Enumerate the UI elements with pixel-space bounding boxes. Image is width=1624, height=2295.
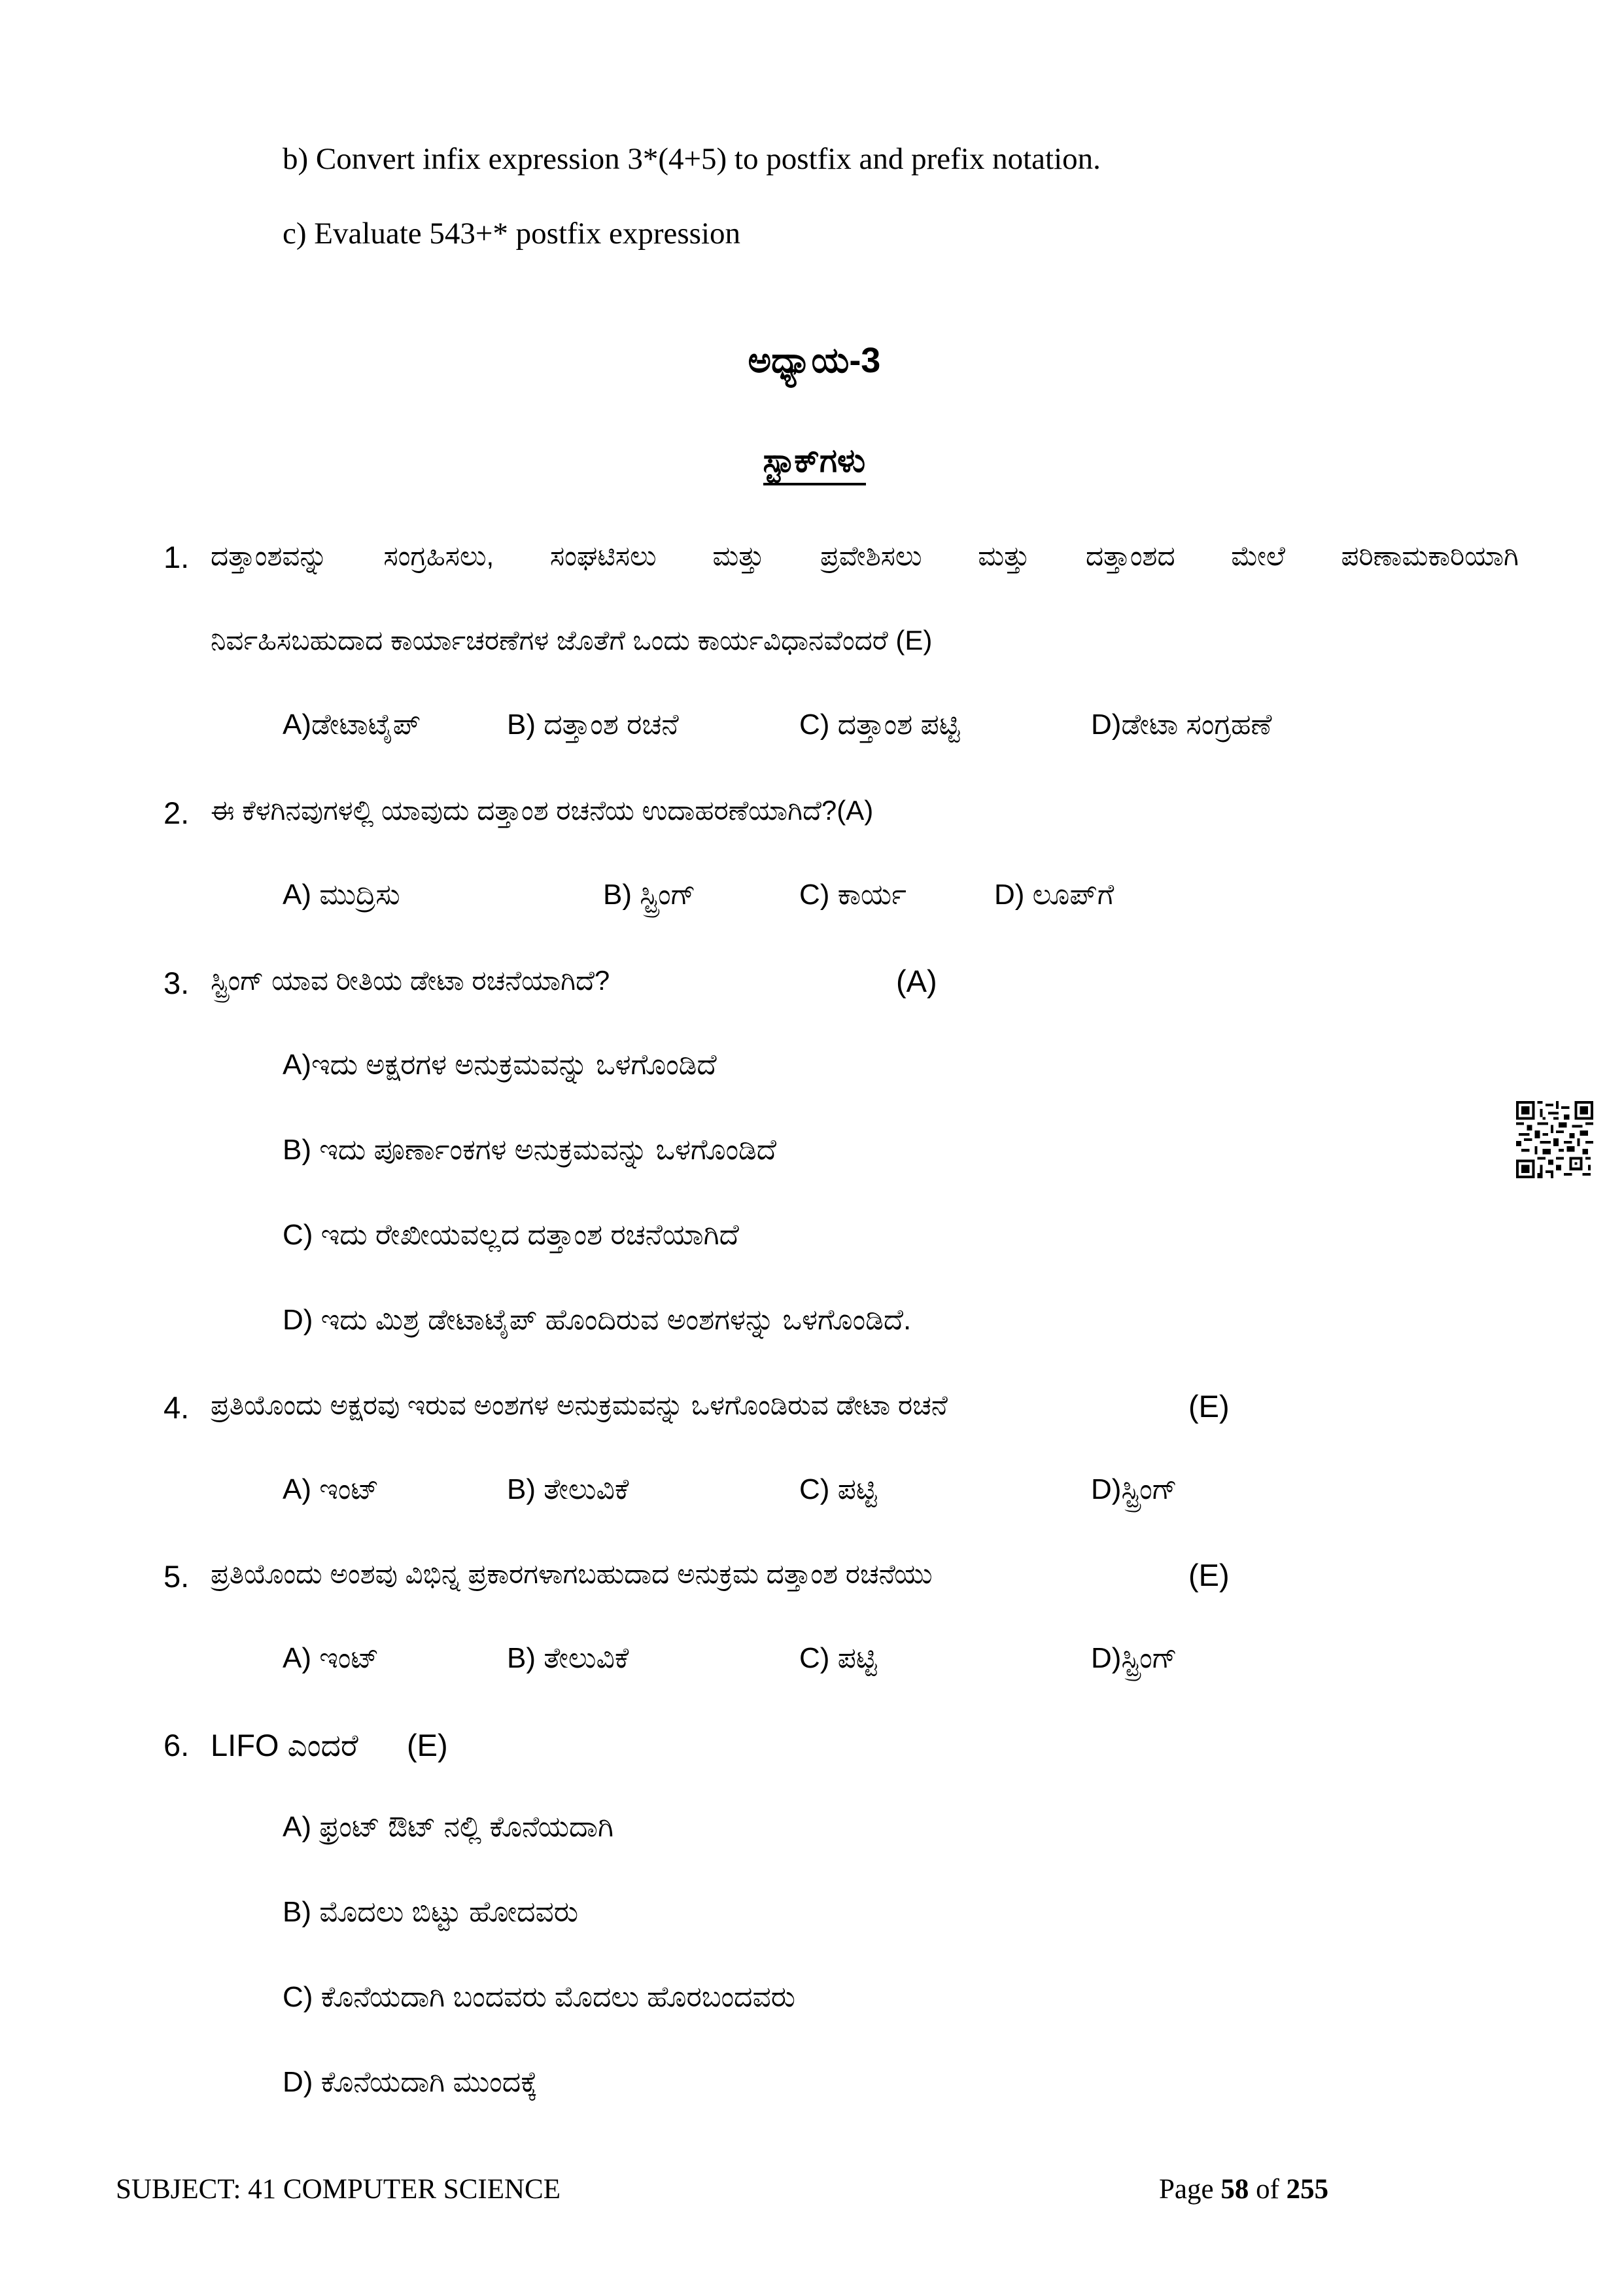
chapter-title: ಅಧ್ಯಾಯ-3 — [748, 341, 881, 380]
option-a: A)ಡೇಟಾಟೈಪ್ — [283, 709, 421, 741]
footer-page-number — [1159, 2173, 1328, 2205]
question-text: ಪ್ರತಿಯೊಂದು ಅಂಶವು ವಿಭಿನ್ನ ಪ್ರಕಾರಗಳಾಗಬಹುದಾದ ಅನುಕ್ರಮ ದತ್ತಾಂಶ ರಚನೆಯು — [211, 1558, 933, 1589]
question-number: 3. — [164, 966, 190, 1000]
question-text: ಸ್ಟ್ರಿಂಗ್ ಯಾವ ರೀತಿಯ ಡೇಟಾ ರಚನೆಯಾಗಿದೆ? — [211, 965, 610, 996]
option-d: D)ಡೇಟಾ ಸಂಗ್ರಹಣೆ — [1091, 709, 1272, 741]
option-d: D) ಲೂಪ್‌ಗೆ — [994, 879, 1114, 911]
section-title: ಸ್ಟಾಕ್‌ಗಳು — [763, 442, 866, 479]
option-a: A) ಇಂಟ್ — [283, 1642, 379, 1674]
question-text: ಈ ಕೆಳಗಿನವುಗಳಲ್ಲಿ ಯಾವುದು ದತ್ತಾಂಶ ರಚನೆಯ ಉದಾಹರಣೆಯಾಗಿದೆ?(A) — [211, 795, 874, 826]
option-c: C) ಕಾರ್ಯ — [799, 879, 907, 911]
option-a: A)ಇದು ಅಕ್ಷರಗಳ ಅನುಕ್ರಮವನ್ನು ಒಳಗೊಂಡಿದೆ — [283, 1049, 717, 1081]
option-c: C) ಪಟ್ಟಿ — [799, 1473, 877, 1505]
option-c: C) ಪಟ್ಟಿ — [799, 1642, 877, 1674]
question-number: 1. — [164, 540, 190, 574]
option-b: B) ತೇಲುವಿಕೆ — [507, 1473, 629, 1505]
previous-question-b: b) Convert infix expression 3*(4+5) to postfix and prefix notation. — [283, 142, 1101, 176]
question-text-continued: ನಿರ್ವಹಿಸಬಹುದಾದ ಕಾರ್ಯಾಚರಣೆಗಳ ಜೊತೆಗೆ ಒಂದು ಕಾರ್ಯವಿಧಾನವೆಂದರೆ (E) — [211, 625, 933, 656]
current-page: 58 — [1220, 2174, 1249, 2205]
option-d: D)ಸ್ಟ್ರಿಂಗ್ — [1091, 1642, 1177, 1674]
page-prefix: Page — [1159, 2174, 1221, 2205]
option-b: B) ತೇಲುವಿಕೆ — [507, 1642, 629, 1674]
question-number: 4. — [164, 1390, 190, 1425]
option-a: A) ಇಂಟ್ — [283, 1473, 379, 1505]
option-a: A) ಮುದ್ರಿಸು — [283, 879, 400, 911]
answer-key: (E) — [1188, 1389, 1230, 1424]
question-number: 5. — [164, 1559, 190, 1594]
answer-key: (E) — [407, 1728, 448, 1762]
option-d: D) ಕೊನೆಯದಾಗಿ ಮುಂದಕ್ಕೆ — [283, 2066, 538, 2098]
question-text: ದತ್ತಾಂಶವನ್ನು ಸಂಗ್ರಹಿಸಲು, ಸಂಘಟಿಸಲು ಮತ್ತು ಪ್ರವೇಶಿಸಲು ಮತ್ತು ದತ್ತಾಂಶದ ಮೇಲೆ ಪರಿಣಾಮಕಾರಿಯಾಗಿ — [211, 540, 1519, 571]
previous-question-c: c) Evaluate 543+* postfix expression — [283, 217, 740, 251]
option-a: A) ಫ್ರಂಟ್ ಔಟ್ ನಲ್ಲಿ ಕೊನೆಯದಾಗಿ — [283, 1811, 614, 1843]
option-d: D) ಇದು ಮಿಶ್ರ ಡೇಟಾಟೈಪ್ ಹೊಂದಿರುವ ಅಂಶಗಳನ್ನು ಒಳಗೊಂಡಿದೆ. — [283, 1304, 912, 1336]
option-c: C) ಕೊನೆಯದಾಗಿ ಬಂದವರು ಮೊದಲು ಹೊರಬಂದವರು — [283, 1981, 795, 2013]
option-b: B) ಮೊದಲು ಬಿಟ್ಟು ಹೋದವರು — [283, 1896, 579, 1928]
option-b: B) ಸ್ಟ್ರಿಂಗ್ — [603, 879, 696, 911]
page-of: of — [1249, 2174, 1287, 2205]
section-title-underline — [763, 483, 866, 485]
question-text: LIFO ಎಂದರೆ — [211, 1728, 358, 1762]
option-c: C) ದತ್ತಾಂಶ ಪಟ್ಟಿ — [799, 709, 960, 741]
question-number: 2. — [164, 796, 190, 830]
answer-key: (E) — [1188, 1558, 1230, 1592]
qr-code — [1516, 1101, 1593, 1178]
option-b: B) ಇದು ಪೂರ್ಣಾಂಕಗಳ ಅನುಕ್ರಮವನ್ನು ಒಳಗೊಂಡಿದೆ — [283, 1134, 776, 1166]
total-pages: 255 — [1286, 2174, 1329, 2205]
option-c: C) ಇದು ರೇಖೀಯವಲ್ಲದ ದತ್ತಾಂಶ ರಚನೆಯಾಗಿದೆ — [283, 1219, 739, 1251]
question-text: ಪ್ರತಿಯೊಂದು ಅಕ್ಷರವು ಇರುವ ಅಂಶಗಳ ಅನುಕ್ರಮವನ್ನು ಒಳಗೊಂಡಿರುವ ಡೇಟಾ ರಚನೆ — [211, 1390, 948, 1420]
option-d: D)ಸ್ಟ್ರಿಂಗ್ — [1091, 1473, 1177, 1505]
answer-key: (A) — [896, 964, 937, 998]
footer-subject: SUBJECT: 41 COMPUTER SCIENCE — [116, 2174, 561, 2205]
option-b: B) ದತ್ತಾಂಶ ರಚನೆ — [507, 709, 679, 741]
question-number: 6. — [164, 1728, 190, 1762]
